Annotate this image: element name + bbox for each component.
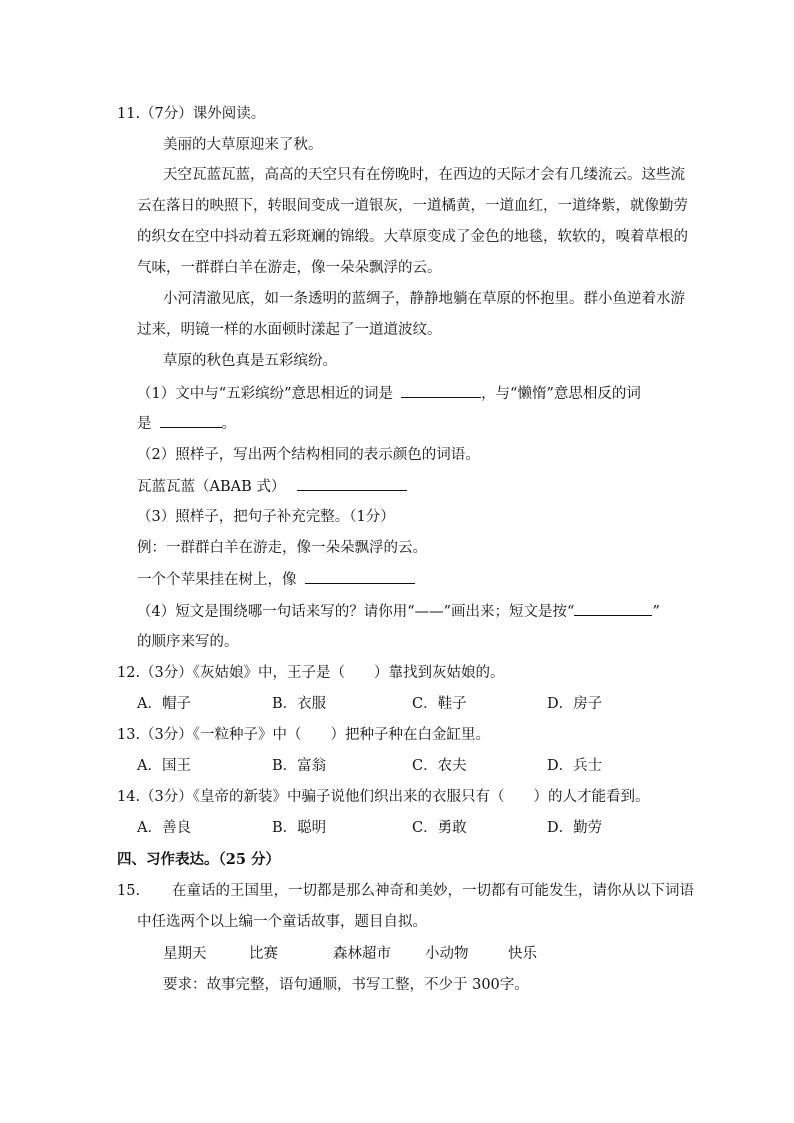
section-4-title: 四、习作表达。（25 分） [117,851,280,868]
q11-sub2-example-line [137,476,407,497]
q11-sub3: （3）照样子，把句子补充完整。（1分） [137,509,395,525]
passage-line-5: 气味，一群群白羊在游走，像一朵朵飘浮的云。 [137,260,442,276]
q13-option-b[interactable]: B．富翁 [272,758,327,774]
q13-option-d[interactable]: D．兵士 [547,758,603,774]
q15-word-5: 快乐 [508,946,537,962]
q15-word-1: 星期天 [163,946,207,962]
q11-sub1-text-c: 是 [137,416,152,432]
passage-line-6: 小河清澈见底，如一条透明的蓝绸子，静静地躺在草原的怀抱里。群小鱼逆着水游 [163,291,685,307]
q11-sub2-example: 瓦蓝瓦蓝（ABAB 式） [137,479,286,495]
q14-option-b[interactable]: B．聪明 [272,820,327,836]
q11-header: 11.（7分）课外阅读。 [117,106,266,122]
q14-option-d[interactable]: D．勤劳 [547,820,603,836]
q13-option-c[interactable]: C．农夫 [412,758,467,774]
q13-option-a[interactable]: A．国王 [137,758,191,774]
answer-blank-antonym[interactable] [160,413,222,428]
passage-line-3: 云在落日的映照下，转眼间变成一道银灰，一道橘黄，一道血红，一道绛紫，就像勤劳 [137,198,688,214]
q11-sub4-text-b: ” [652,604,660,620]
q11-sub3-prompt-line [137,569,415,590]
q14-option-a[interactable]: A．善良 [137,820,191,836]
answer-blank-order[interactable] [574,601,652,616]
q15-number: 15. [117,883,141,899]
q11-sub4-line1 [137,601,660,622]
answer-blank-simile[interactable] [305,569,415,584]
passage-line-2: 天空瓦蓝瓦蓝，高高的天空只有在傍晚时，在西边的天际才会有几缕流云。这些流 [163,167,685,183]
passage-line-4: 的织女在空中抖动着五彩斑斓的锦缎。大草原变成了金色的地毯，软软的，嗅着草根的 [137,229,688,245]
q15-requirement: 要求：故事完整，语句通顺，书写工整，不少于 300字。 [163,977,529,993]
q12-option-b[interactable]: B．衣服 [272,696,327,712]
q12-option-c[interactable]: C．鞋子 [412,696,467,712]
q12-option-d[interactable]: D．房子 [547,696,603,712]
q11-sub4-text-a: （4）短文是围绕哪一句话来写的？请你用“——”画出来；短文是按“ [137,604,575,620]
q11-sub3-example: 例：一群群白羊在游走，像一朵朵飘浮的云。 [137,540,427,556]
q15-word-4: 小动物 [425,946,469,962]
passage-line-7: 过来，明镜一样的水面顿时漾起了一道道波纹。 [137,322,442,338]
q14-option-c[interactable]: C．勇敢 [412,820,467,836]
q11-sub1-line1 [137,383,641,404]
q11-sub1-text-b: ，与“懒惰”意思相反的词 [481,386,641,402]
q12-stem: 12.（3分）《灰姑娘》中，王子是（ ）靠找到灰姑娘的。 [117,665,505,681]
q11-sub1-text-a: （1）文中与“五彩缤纷”意思相近的词是 [137,386,394,402]
q11-sub1-end: 。 [221,416,236,432]
q15-word-2: 比赛 [249,946,278,962]
q12-option-a[interactable]: A．帽子 [137,696,191,712]
answer-blank-synonym[interactable] [401,383,481,398]
answer-blank-color-words[interactable] [297,476,407,491]
q15-word-3: 森林超市 [333,946,391,962]
q14-stem: 14.（3分）《皇帝的新装》中骗子说他们织出来的衣服只有（ ）的人才能看到。 [117,789,650,805]
passage-line-1: 美丽的大草原迎来了秋。 [163,137,323,153]
q15-line-1: 在童话的王国里，一切都是那么神奇和美妙，一切都有可能发生，请你从以下词语 [172,883,694,899]
passage-line-8: 草原的秋色真是五彩缤纷。 [163,353,337,369]
q15-line-2: 中任选两个以上编一个童话故事，题目自拟。 [137,914,427,930]
q11-sub1-line2 [137,413,236,434]
q13-stem: 13.（3分）《一粒种子》中（ ）把种子种在白金缸里。 [117,727,491,743]
q11-sub4-line2: 的顺序来写的。 [137,634,239,650]
q11-sub3-prompt: 一个个苹果挂在树上，像 [137,572,297,588]
q11-sub2: （2）照样子，写出两个结构相同的表示颜色的词语。 [137,447,480,463]
